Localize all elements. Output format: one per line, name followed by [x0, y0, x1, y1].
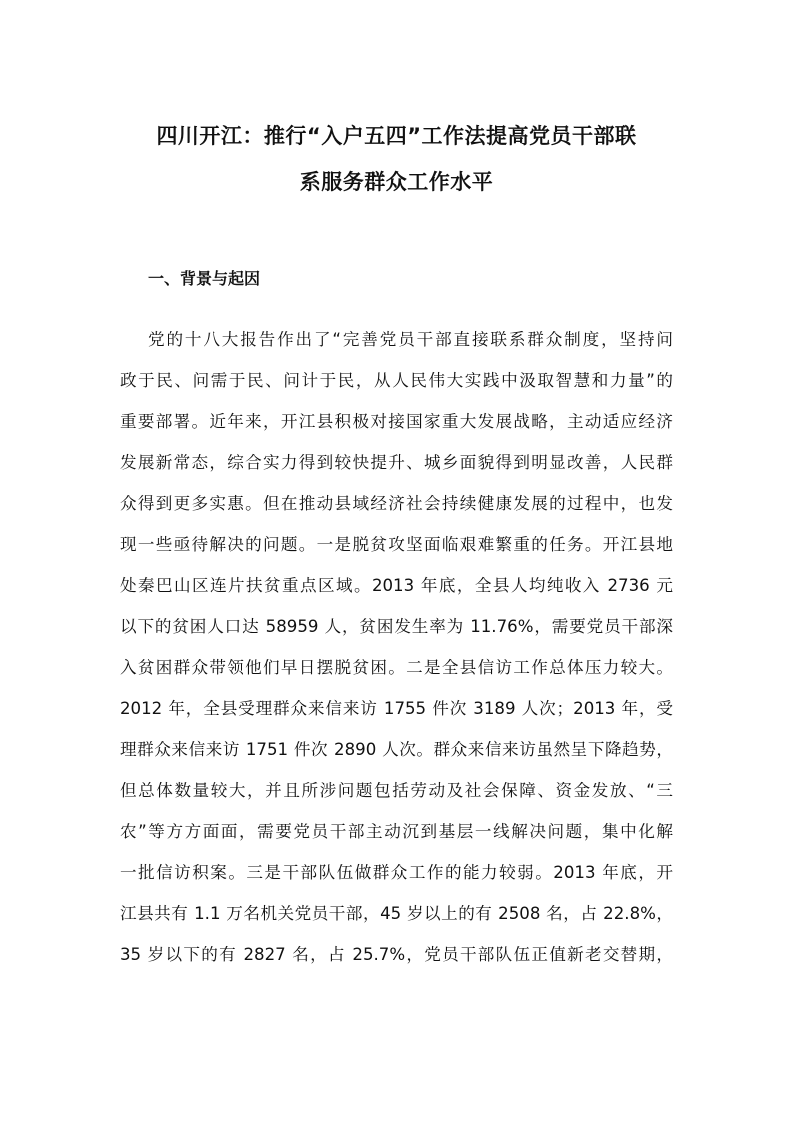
paragraph-line: 入贫困群众带领他们早日摆脱贫困。二是全县信访工作总体压力较大。 — [120, 658, 673, 677]
paragraph-line: 重要部署。近年来，开江县积极对接国家重大发展战略，主动适应经济 — [120, 412, 673, 431]
paragraph-line: 发展新常态，综合实力得到较快提升、城乡面貌得到明显改善，人民群 — [120, 453, 673, 472]
document-title-line-2: 系服务群众工作水平 — [299, 170, 494, 194]
paragraph-line: 2012 年，全县受理群众来信来访 1755 件次 3189 人次；2013 年，受 — [120, 699, 673, 718]
paragraph-line: 党的十八大报告作出了“完善党员干部直接联系群众制度，坚持问 — [148, 330, 673, 349]
paragraph-line: 但总体数量较大，并且所涉问题包括劳动及社会保障、资金发放、“三 — [120, 781, 673, 800]
paragraph-line: 一批信访积案。三是干部队伍做群众工作的能力较弱。2013 年底，开 — [120, 863, 673, 882]
paragraph-line: 众得到更多实惠。但在推动县域经济社会持续健康发展的过程中，也发 — [120, 494, 673, 513]
paragraph-line: 以下的贫困人口达 58959 人，贫困发生率为 11.76%，需要党员干部深 — [120, 617, 673, 636]
section-heading: 一、背景与起因 — [148, 269, 261, 288]
paragraph-line: 35 岁以下的有 2827 名，占 25.7%，党员干部队伍正值新老交替期， — [120, 945, 673, 964]
paragraph-line: 政于民、问需于民、问计于民，从人民伟大实践中汲取智慧和力量”的 — [120, 371, 673, 390]
paragraph-line: 现一些亟待解决的问题。一是脱贫攻坚面临艰难繁重的任务。开江县地 — [120, 535, 673, 554]
paragraph-line: 处秦巴山区连片扶贫重点区域。2013 年底，全县人均纯收入 2736 元 — [120, 576, 673, 595]
paragraph-line: 农”等方方面面，需要党员干部主动沉到基层一线解决问题，集中化解 — [120, 822, 673, 841]
document-title-line-1: 四川开江：推行“入户五四”工作法提高党员干部联 — [156, 124, 637, 148]
paragraph-line: 江县共有 1.1 万名机关党员干部，45 岁以上的有 2508 名，占 22.8%， — [120, 904, 673, 923]
paragraph-line: 理群众来信来访 1751 件次 2890 人次。群众来信来访虽然呈下降趋势， — [120, 740, 673, 759]
